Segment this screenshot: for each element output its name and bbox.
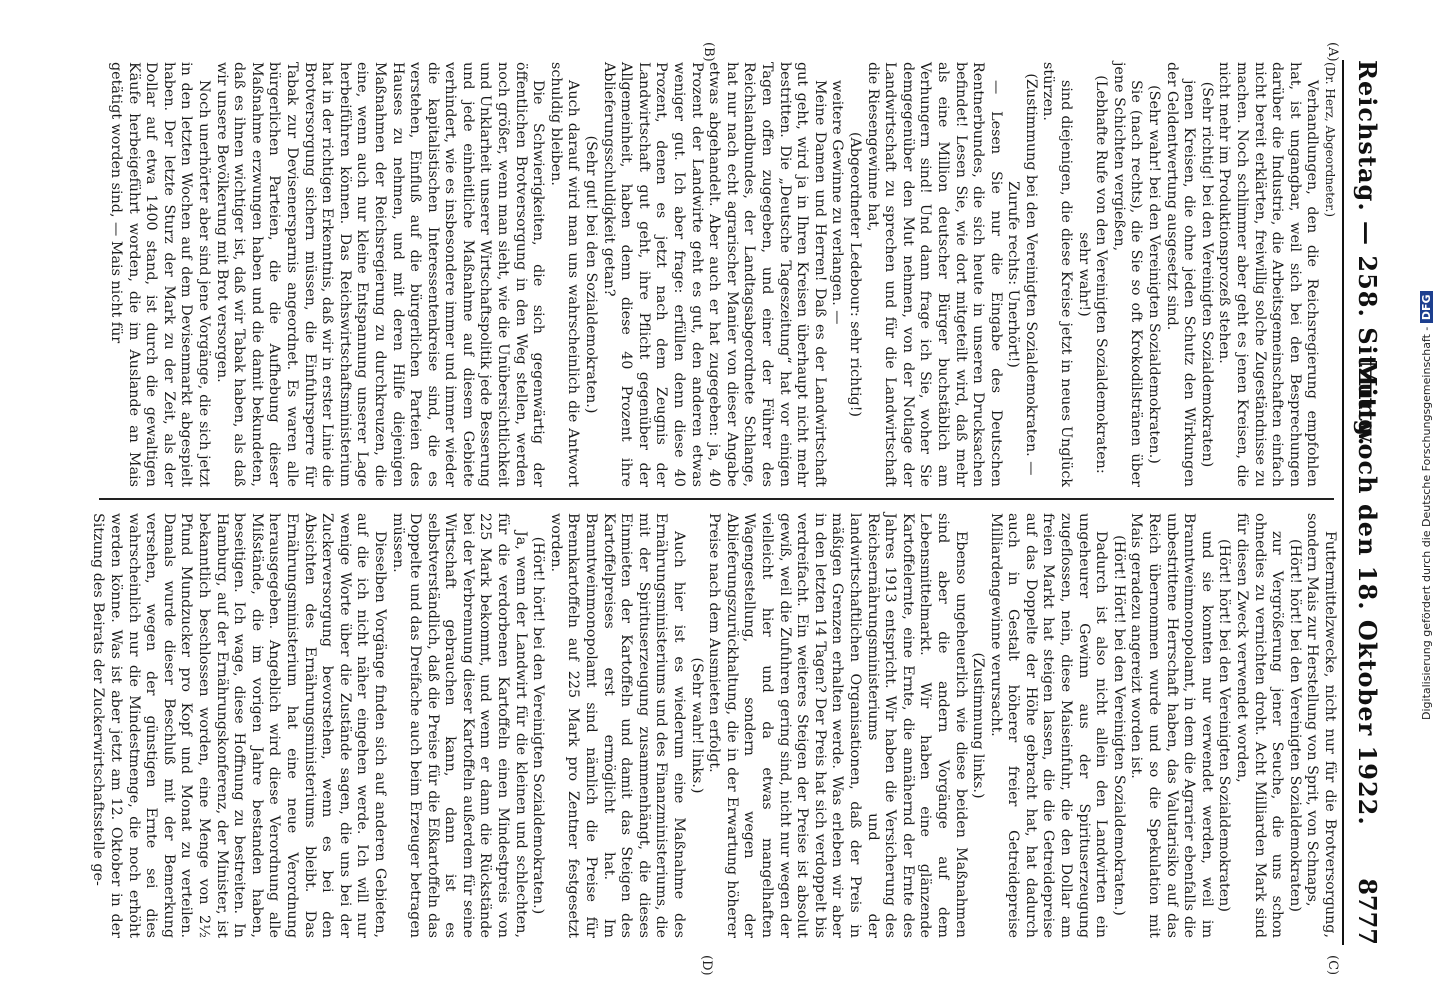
speaker-label: (Dr. Herz, Abgeordneter.) — [1323, 62, 1337, 218]
paragraph: Futtermittelzwecke, nicht nur für die Brotversorgung, sondern Mais zur Herstellung von Sprit, von Schnaps, — [1304, 513, 1338, 938]
paragraph: zur Vergrößerung jener Seuche, die uns schon ohnedies zu vernichten droht. Acht Milliarden Mark sind für diesen Zweck verwendet worden, — [1234, 513, 1286, 938]
paragraph: Ebenso ungeheuerlich wie diese beiden Maßnahmen sind aber die andern Vorgänge auf dem Lebensmittelmarkt. Wir haben eine glänzende Kartoffelernte, eine Ernte, die annähernd der Ernte des Jahres 1913 entspricht. Wir haben die Versicherung des Reichsernährungsministeriums und der landwirtschaftlichen Organisationen, daß der Preis in mäßigen Grenzen erhalten werde. Was erleben wir aber in den letzten 14 Tagen? Der Preis hat sich verdoppelt bis verdreifacht. Ein weiteres Steigen der Preise ist absolut gewiß, weil die Zufuhren gering sind, nicht nur wegen der vielleicht hier und da etwas mangelhaften Wagengestellung, sondern wegen der Ablieferungszurückhaltung, die in der Erwartung höherer Preise nach dem Ausmieten erfolgt. — [706, 513, 969, 938]
interjection: (Hört! hört! bei den Vereinigten Sozialdemokraten) — [1286, 539, 1303, 912]
paragraph: Dieselben Vorgänge finden sich auf anderen Gebieten, auf die ich nicht näher eingehen werde. Ich will nur wenige Worte über die Zustände sagen, die uns bei der Zuckerversorgung bevorstehen, wenn es bei den Absichten des Ernährungsministeriums bleibt. Das Ernährungsministerium hat eine neue Verordnung herausgegeben. Angeblich wird diese Verordnung alle Mißstände, die im vorigen Jahre bestanden haben, beseitigen. Ich wage, diese Hoffnung zu bestreiten. In Hamburg, auf der Ernährungskonferenz, der Minister, ist bekanntlich beschlossen worden, eine Menge von 2½ Pfund Mundzucker pro Kopf und Monat zu verteilen. Damals wurde dieser Beschluß mit der Bemerkung versehen, wegen der günstigen Ernte sei dies wahrscheinlich nur die Mindestmenge, die noch erhöht werden könne. Was ist aber jetzt am 12. Oktober in der Sitzung des Beirats der Zuckerwirtschaftsstelle ge- — [90, 513, 388, 938]
margin-marker-c: (C) — [1325, 955, 1340, 976]
column-divider — [99, 498, 1334, 500]
paragraph: Dadurch ist also nicht allein den Landwirten ein ungeheurer Gewinn aus der Spirituserzeugung zugeflossen, nein, diese Maiseinfuhr, die den Dollar am freien Markt hat steigen lassen, die die Getreidepreise auf das Doppelte der Höhe gebracht hat, hat dadurch auch in Gestalt höherer freier Getreidepreise Milliardengewinne verursacht. — [987, 513, 1110, 938]
interjection: (Sehr wahr! links.) — [688, 657, 705, 794]
paragraph: Auch darauf wird man uns wahrscheinlich die Antwort schuldig bleiben. — [547, 62, 582, 487]
header-date: Mittwoch den 18. Oktober 1922. — [1353, 360, 1382, 826]
digitization-text: Digitalisierung gefördert durch die Deutsche Forschungsgemeinschaft - — [1420, 326, 1433, 720]
paragraph: Die Schwierigkeiten, die sich gegenwärtig der öffentlichen Brotversorgung in den Weg stellen, werden noch größer, wenn man sieht, wie die Unübersichtlichkeit und Unklarheit unserer Wirtschaftspolitik jede Besserung und jede einheitliche Maßnahme auf diesem Gebiete verhindert, wie es insbesondere immer und immer wieder die kapitalistischen Interessentenkreise sind, die es verstehen, Einfluß auf die bürgerlichen Parteien des Hauses zu nehmen, und mit deren Hilfe diejenigen Maßnahmen der Reichsregierung zu durchkreuzen, die eine, wenn auch nur kleine Entspannung unserer Lage herbeiführen können. Das Reichswirtschaftsministerium hat in der richtigen Erkenntnis, daß wir in erster Linie die Brotversorgung sichern müssen, die Einfuhrsperre für Tabak zur Devisenersparnis angeordnet. Es waren alle bürgerlichen Parteien, die die Aufhebung dieser Maßnahme erzwungen haben und die damit bekundeten, daß es ihnen wichtiger ist, daß wir Tabak haben, als daß wir unsere Bevölkerung mit Brot versorgen. — [213, 62, 547, 487]
right-column — [90, 513, 1338, 938]
paragraph: Sie (nach rechts), die Sie so oft Krokodilstränen über jene Schichten vergießen, — [1110, 62, 1145, 487]
interjection: (Zustimmung links.) — [970, 652, 987, 799]
interjection: (Abgeordneter Ledebour: sehr richtig!) — [846, 131, 863, 418]
paragraph: und sie konnten nur verwendet werden, weil im Branntweinmonopolamt, in dem die Agrarier ebenfalls die unbestrittene Herrschaft haben, das Valutarisiko auf das Reich übernommen wurde und so die Spekulation mit Mais geradezu angereizt worden ist. — [1128, 513, 1215, 938]
interjection: (Zustimmung bei den Vereinigten Sozialdemokraten. — Zurufe rechts: Unerhört!) — [1005, 73, 1039, 476]
paragraph: jenen Kreisen, die ohne jeden Schutz den Wirkungen der Geldentwertung ausgesetzt sind. — [1163, 62, 1198, 487]
paragraph: Verhandlungen, den die Reichsregierung empfohlen hat, ist ungangbar, weil sich bei den Besprechungen darüber die Industrie, die Arbeitsgemeinschaften einfach nicht bereit erklärten, freiwillig solche Zugeständnisse zu machen. Noch schlimmer aber geht es jenen Kreisen, die nicht mehr im Produktionsprozeß stehen. — [1216, 62, 1321, 487]
interjection: (Hört! hört! bei den Vereinigten Sozialdemokraten.) — [530, 536, 547, 915]
margin-marker-a: (A) — [1325, 42, 1340, 62]
paragraph: Meine Damen und Herren! Daß es der Landwirtschaft gut geht, wird ja in Ihren Kreisen überhaupt nicht mehr bestritten. Die „Deutsche Tageszeitung“ hat vor einigen Tagen offen zugegeben, und einer der Führer des Reichslandbundes, der Landtagsabgeordnete Schlange, hat nur nach echt agrarischer Manier von dieser Angabe etwas abgehandelt. Aber auch er hat zugegeben: ja, 40 Prozent der Landwirte geht es gut, den anderen etwas weniger gut. Ich aber frage: erfüllen denn diese 40 Prozent, denen es jetzt nach dem Zeugnis der Landwirtschaft gut geht, ihre Pflicht gegenüber der Allgemeinheit, haben denn diese 40 Prozent ihre Ablieferungsschuldigkeit getan? — [600, 62, 828, 487]
interjection: (Hört! Hört! bei den Vereinigten Sozialdemokraten.) — [1110, 535, 1127, 916]
interjection: (Hört! hört! bei den Vereinigten Sozialdemokraten) — [1216, 539, 1233, 912]
paragraph: Noch unerhörter aber sind jene Vorgänge, die sich jetzt in den letzten Wochen auf dem Devisenmarkt abgespielt haben. Der letzte Sturz der Mark zu der Zeit, als der Dollar auf etwa 1400 stand, ist durch die gewaltigen Käufe herbeigeführt worden, die im Auslande an Mais getätigt worden sind, — Mais nicht für — [108, 62, 212, 487]
margin-marker-b: (B) — [701, 42, 716, 62]
left-column — [93, 62, 1338, 487]
interjection: (Sehr gut! bei den Sozialdemokraten.) — [583, 135, 600, 414]
interjection: (Sehr richtig! bei den Vereinigten Sozialdemokraten) — [1198, 81, 1215, 468]
paragraph: sind diejenigen, die diese Kreise jetzt in neues Unglück stürzen. — [1040, 62, 1075, 487]
margin-marker-d: (D) — [699, 955, 714, 976]
interjection: (Lebhafte Rufe von den Vereinigten Sozialdemokraten: sehr wahr!) — [1075, 75, 1110, 474]
paragraph: Auch hier ist es wiederum eine Maßnahme des Ernährungsministeriums und des Finanzministeriums, die mit der Spirituserzeugung zusammenhängt, die dieses Einmieten der Kartoffeln und damit das Steigen des Kartoffelpreises erst ermöglicht hat. Im Branntweinmonopolamt sind nämlich die Preise für Brennkartoffeln auf 225 Mark pro Zentner festgesetzt worden. — [547, 513, 688, 938]
paragraph: Ja, wenn der Landwirt für die kleinen und schlechten, für die verdorbenen Kartoffeln einen Mindestpreis von 225 Mark bekommt, und wenn er dann die Rückstände bei der Verbrennung dieser Kartoffeln außerdem für seine Wirtschaft gebrauchen kann, dann ist es selbstverständlich, daß die Preise für die Eßkartoffeln das Doppelte und das Dreifache auch beim Erzeuger betragen müssen. — [389, 513, 529, 938]
paragraph: — Lesen Sie nur die Eingabe des Deutschen Rentnerbundes, die sich heute in unseren Drucksachen befindet! Lesen Sie, wie dort mitgeteilt wird, daß mehr als eine Million deutscher Bürger buchstäblich am Verhungern sind! Und dann frage ich Sie, woher Sie demgegenüber den Mut nehmen, von der Notlage der Landwirtschaft zu sprechen und für die Landwirtschaft die Riesengewinne hat, — [864, 62, 1004, 487]
interjection: (Sehr wahr! bei den Vereinigten Sozialdemokraten.) — [1146, 85, 1163, 464]
paragraph: weitere Gewinne zu verlangen. — — [829, 80, 846, 325]
digitization-note — [1420, 291, 1433, 720]
page-header — [1342, 60, 1386, 945]
header-session: Reichstag. — 258. Sitzung. — [1353, 60, 1382, 447]
dfg-logo: DFG — [1420, 291, 1433, 323]
page-number: 8777 — [1353, 878, 1382, 945]
